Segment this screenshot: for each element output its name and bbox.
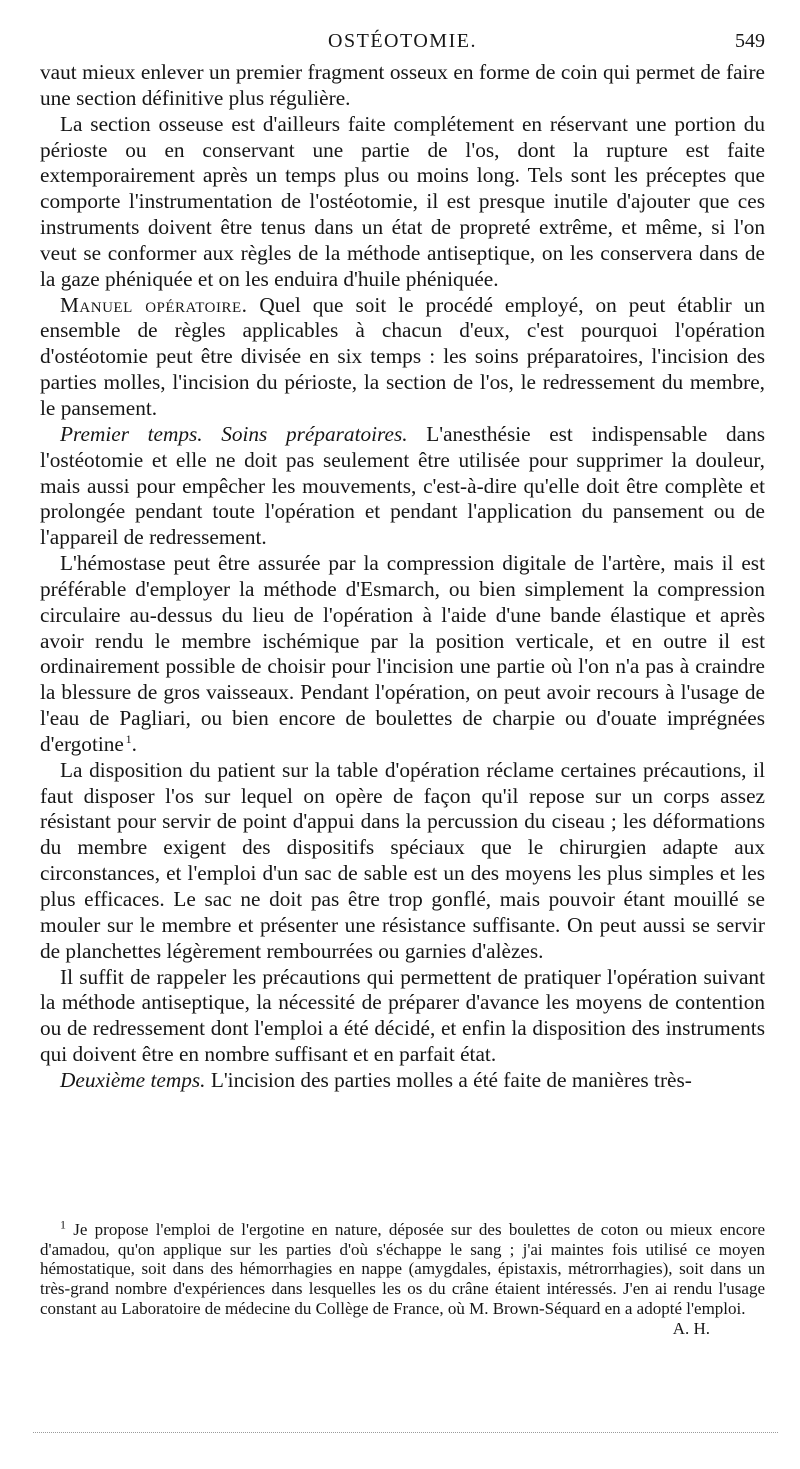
body-text bbox=[40, 60, 765, 1094]
paragraph-instrument-care: La section osseuse est d'ailleurs faite complétement en réservant une portion du périoste ou en conservant une partie de l'os, dont la rupture est faite extemporairement après un temps plus ou moins long. Tels sont les préceptes que comporte l'instrumentation de l'ostéotomie, il est presque inutile d'ajouter que ces instruments doivent être tenus dans un état de propreté extrême, et même, si l'on veut se conformer aux règles de la méthode antiseptique, on les conservera dans de la gaze phéniquée et on les enduira d'huile phéniquée. bbox=[40, 111, 765, 291]
paragraph-disposition-patient: La disposition du patient sur la table d'opération réclame certaines précautions, il faut disposer l'os sur lequel on opère de façon qu'il repose sur un corps assez résistant pour servir de point d'appui dans la percussion du ciseau ; les déformations du membre exigent des dispositifs spéciaux que le chirurgien adapte aux circonstances, et l'emploi d'un sac de sable est un des moyens les plus simples et les plus efficaces. Le sac ne doit pas être trop gonflé, mais pouvoir étant mouillé se mouler sur le membre et présenter une résistance suffisante. On peut aussi se servir de planchettes légèrement rembourrées ou garnies d'alèzes. bbox=[40, 757, 765, 963]
footnote-marker: 1 bbox=[60, 1217, 66, 1232]
running-head bbox=[40, 30, 765, 58]
paragraph-manuel-operatoire bbox=[40, 293, 765, 422]
bottom-divider bbox=[33, 1432, 778, 1433]
section-label-manuel-operatoire: Manuel opératoire. bbox=[60, 292, 248, 317]
paragraph-text: L'hémostase peut être assurée par la compression digitale de l'artère, mais il est préférable d'employer la méthode d'Esmarch, ou bien simplement la compression circulaire au-dessus du lieu de l'opération à l'aide d'une bande élastique et après avoir rendu le membre ischémique par la position verticale, et en outre il est ordinairement possible de choisir pour l'incision une partie où l'on n'a pas à craindre la blessure de gros vaisseaux. Pendant l'opération, on peut avoir recours à l'usage de l'eau de Pagliari, ou bien encore de boulettes de charpie ou d'ouate imprégnées d'ergotine bbox=[40, 551, 765, 756]
paragraph-premier-temps bbox=[40, 422, 765, 551]
section-label-premier-temps: Premier temps. Soins préparatoires. bbox=[60, 421, 408, 446]
running-title: OSTÉOTOMIE. bbox=[328, 30, 477, 52]
footnote-signature: A. H. bbox=[672, 1318, 710, 1338]
paragraph-continued: vaut mieux enlever un premier fragment osseux en forme de coin qui permet de faire une section définitive plus régulière. bbox=[40, 60, 765, 110]
paragraph-hemostase: L'hémostase peut être assurée par la compression digitale de l'artère, mais il est préférable d'employer la méthode d'Esmarch, ou bien simplement la compression circulaire au-dessus du lieu de l'opération à l'aide d'une bande élastique et après avoir rendu le membre ischémique par la position verticale, et en outre il est ordinairement possible de choisir pour l'incision une partie où l'on n'a pas à craindre la blessure de gros vaisseaux. Pendant l'opération, on peut avoir recours à l'usage de l'eau de Pagliari, ou bien encore de boulettes de charpie ou d'ouate imprégnées d'ergotine $^1$. bbox=[40, 551, 765, 756]
footnote-reference: 1 bbox=[125, 731, 132, 746]
paragraph-text: L'anesthésie est indispensable dans l'ostéotomie et elle ne doit pas seulement être utilisée pour supprimer la douleur, mais aussi pour empêcher les mouvements, c'est-à-dire qu'elle doit être complète et prolongée pendant toute l'opération et pendant l'application du pansement ou de l'appareil de redressement. bbox=[40, 421, 766, 550]
footnote bbox=[40, 1217, 765, 1338]
paragraph-deuxieme-temps bbox=[40, 1068, 765, 1094]
paragraph-precautions: Il suffit de rappeler les précautions qui permettent de pratiquer l'opération suivant la méthode antiseptique, la nécessité de préparer d'avance les moyens de contention ou de redressement dont l'emploi a été décidé, et enfin la disposition des instruments qui doivent être en nombre suffisant et en parfait état. bbox=[40, 964, 765, 1067]
section-label-deuxieme-temps: Deuxième temps. bbox=[60, 1067, 206, 1092]
footnotes bbox=[40, 1217, 765, 1338]
paragraph-text: L'incision des parties molles a été faite de manières très- bbox=[210, 1067, 692, 1092]
paragraph-text: Quel que soit le procédé employé, on peut établir un ensemble de règles applicables à chacun d'eux, c'est pourquoi l'opération d'ostéotomie peut être divisée en six temps : les soins préparatoires, l'incision des parties molles, l'incision du périoste, la section de l'os, le redressement du membre, le pansement. bbox=[40, 292, 765, 420]
page-number: 549 bbox=[735, 30, 765, 52]
footnote-text: Je propose l'emploi de l'ergotine en nature, déposée sur des boulettes de coton ou mieux encore d'amadou, qu'on applique sur les parties d'où s'échappe le sang ; j'ai maintes fois utilisé ce moyen hémostatique, soit dans des hémorrhagies en nappe (amygdales, épistaxis, métrorrhagies), soit dans un très-grand nombre d'expériences dans lesquelles les os du crâne étaient intéressés. J'en ai rendu l'usage constant au Laboratoire de médecine du Collège de France, où M. Brown-Séquard en a adopté l'emploi. bbox=[40, 1220, 765, 1318]
